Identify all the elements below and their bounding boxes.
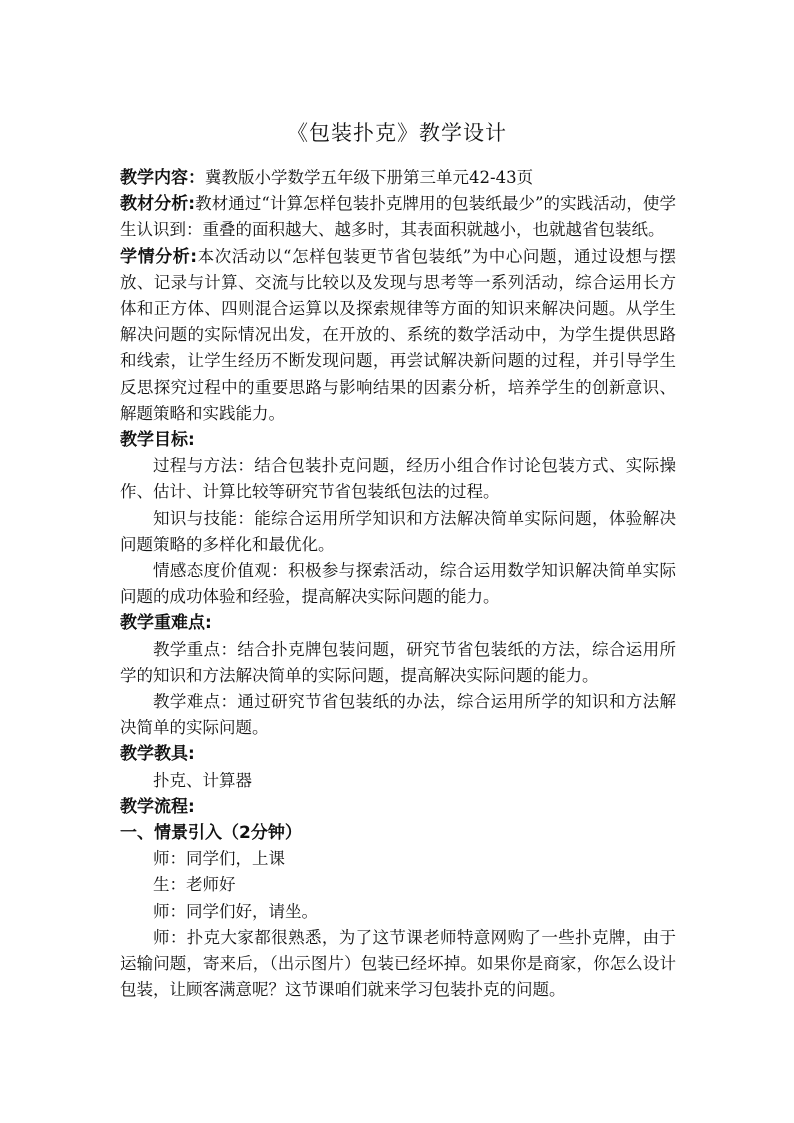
- document-title: 《包装扑克》教学设计: [287, 121, 507, 145]
- section-1-heading: 一、情景引入（2分钟）: [120, 823, 302, 844]
- student-analysis-label: 学情分析:: [120, 246, 198, 267]
- key-difficulty-paragraph: 教学难点：通过研究节省包装纸的办法，综合运用所学的知识和方法解决简单的实际问题。: [120, 692, 676, 738]
- teaching-flow-heading: 教学流程:: [120, 796, 195, 817]
- teaching-tools-heading: 教学教具:: [120, 744, 195, 765]
- teaching-goals-heading: 教学目标:: [120, 430, 195, 451]
- teaching-content-paragraph: [120, 165, 676, 191]
- teaching-tools-text: 扑克、计算器: [153, 770, 252, 790]
- dialog-line-4: 师：扑克大家都很熟悉，为了这节课老师特意网购了一些扑克牌，由于运输问题，寄来后，（出示图片）包装已经坏掉。如果你是商家，你怎么设计包装，让顾客满意呢？这节课咱们就来学习包装扑克的问题。: [120, 927, 676, 1000]
- dialog-line-1: 师：同学们，上课: [153, 849, 285, 869]
- material-analysis-text: 教材通过“计算怎样包装扑克牌用的包装纸最少”的实践活动，使学生认识到：重叠的面积越大、越多时，其表面积就越小，也就越省包装纸。: [120, 194, 676, 240]
- material-analysis-paragraph: [120, 191, 676, 243]
- student-analysis-text: 本次活动以“怎样包装更节省包装纸”为中心问题，通过设想与摆放、记录与计算、交流与比较以及发现与思考等一系列活动，综合运用长方体和正方体、四则混合运算以及探索规律等方面的知识来解决问题。从学生解决问题的实际情况出发，在开放的、系统的数学活动中，为学生提供思路和线索，让学生经历不断发现问题，再尝试解决新问题的过程，并引导学生反思探究过程中的重要思路与影响结果的因素分析，培养学生的创新意识、解题策略和实践能力。: [120, 246, 676, 423]
- goal-knowledge-paragraph: 知识与技能：能综合运用所学知识和方法解决简单实际问题，体验解决问题策略的多样化和最优化。: [120, 508, 676, 554]
- key-points-heading: 教学重难点:: [120, 613, 212, 634]
- student-analysis-paragraph: [120, 244, 676, 427]
- key-focus-paragraph: 教学重点：结合扑克牌包装问题，研究节省包装纸的方法，综合运用所学的知识和方法解决简单的实际问题，提高解决实际问题的能力。: [120, 639, 676, 685]
- teaching-content-label: 教学内容：: [120, 168, 205, 188]
- material-analysis-label: 教材分析:: [120, 194, 196, 215]
- dialog-line-2: 生：老师好: [153, 875, 236, 895]
- goal-emotion-paragraph: 情感态度价值观：积极参与探索活动，综合运用数学知识解决简单实际问题的成功体验和经验，提高解决实际问题的能力。: [120, 561, 676, 607]
- dialog-line-3: 师：同学们好，请坐。: [153, 901, 318, 921]
- document-body: [120, 165, 676, 1004]
- goal-process-paragraph: 过程与方法：结合包装扑克问题，经历小组合作讨论包装方式、实际操作、估计、计算比较等研究节省包装纸包法的过程。: [120, 456, 676, 502]
- teaching-content-text: 冀教版小学数学五年级下册第三单元42-43页: [205, 168, 534, 187]
